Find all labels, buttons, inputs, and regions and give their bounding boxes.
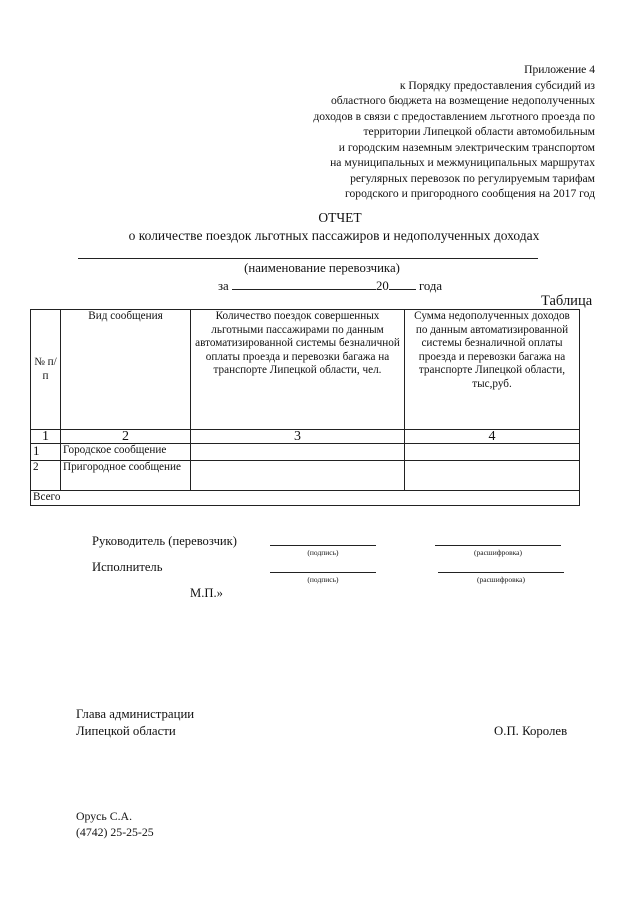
appendix-line: регулярных перевозок по регулируемым тарифам xyxy=(350,171,595,185)
carrier-name-hint: (наименование перевозчика) xyxy=(244,261,400,275)
total-label: Всего xyxy=(31,491,580,506)
appendix-line: областного бюджета на возмещение недополученных xyxy=(330,94,595,107)
row-service-type: Городское сообщение xyxy=(61,444,191,461)
executor-decoding-line[interactable] xyxy=(438,572,564,573)
appendix-line: и городским наземным электрическим транспортом xyxy=(338,140,595,154)
appendix-line: Приложение 4 xyxy=(524,63,595,76)
header-lost-income: Сумма недополученных доходов по данным автоматизированной системы безналичной оплаты проезда и перевозки багажа на транспорте Липецкой области, тыс,руб. xyxy=(405,310,580,430)
table-total-row xyxy=(31,491,580,506)
row-number: 2 xyxy=(31,461,61,491)
carrier-name-line[interactable] xyxy=(78,258,538,259)
period-year-prefix: 20 xyxy=(375,279,389,293)
head-signature-line[interactable] xyxy=(270,545,376,546)
executor-signature-label: Исполнитель xyxy=(92,560,163,574)
table-row xyxy=(31,461,580,491)
report-period xyxy=(218,277,442,294)
signer-name: О.П. Королев xyxy=(494,724,568,738)
header-number: № п/п xyxy=(31,310,61,430)
column-number: 2 xyxy=(61,430,191,444)
period-suffix: года xyxy=(418,279,443,293)
report-subtitle: о количестве поездок льготных пассажиров и недополученных доходах xyxy=(128,228,540,243)
row-trip-count-cell[interactable] xyxy=(191,444,405,461)
appendix-header xyxy=(215,62,595,202)
header-service-type: Вид сообщения xyxy=(61,310,191,430)
table-caption: Таблица xyxy=(541,293,593,309)
row-trip-count-cell[interactable] xyxy=(191,461,405,491)
contact-phone: (4742) 25-25-25 xyxy=(76,825,154,839)
signer-position-line2: Липецкой области xyxy=(76,724,176,738)
appendix-line: на муниципальных и межмуниципальных маршрутах xyxy=(330,156,595,169)
row-lost-income-cell[interactable] xyxy=(405,444,580,461)
column-numbers-row xyxy=(31,430,580,444)
contact-name: Орусь С.А. xyxy=(76,809,133,823)
report-title: ОТЧЕТ xyxy=(318,210,362,225)
table-header-row xyxy=(31,310,580,430)
row-service-type: Пригородное сообщение xyxy=(61,461,191,491)
row-number: 1 xyxy=(31,444,61,461)
signer-position-line1: Глава администрации xyxy=(76,707,195,721)
executor-decoding-hint: (расшифровка) xyxy=(477,575,525,584)
appendix-line: доходов в связи с предоставлением льготного проезда по xyxy=(313,109,595,123)
head-decoding-hint: (расшифровка) xyxy=(474,548,522,557)
period-date-field[interactable] xyxy=(232,277,376,290)
report-table xyxy=(30,309,580,506)
table-row xyxy=(31,444,580,461)
row-lost-income-cell[interactable] xyxy=(405,461,580,491)
executor-signature-line[interactable] xyxy=(270,572,376,573)
head-signature-hint: (подпись) xyxy=(307,548,339,557)
appendix-line: к Порядку предоставления субсидий из xyxy=(399,78,595,92)
executor-signature-hint: (подпись) xyxy=(307,575,339,584)
head-decoding-line[interactable] xyxy=(435,545,561,546)
appendix-line: городского и пригородного сообщения на 2017 год xyxy=(345,187,595,200)
period-year-field[interactable] xyxy=(389,277,416,290)
head-signature-label: Руководитель (перевозчик) xyxy=(92,534,237,548)
seal-mark: М.П.» xyxy=(190,586,223,600)
appendix-line: территории Липецкой области автомобильным xyxy=(363,125,595,138)
period-prefix: за xyxy=(218,279,229,293)
header-trip-count: Количество поездок совершенных льготными пассажирами по данным автоматизированной системы безналичной оплаты проезда и перевозки багажа на транспорте Липецкой области, чел. xyxy=(191,310,405,430)
column-number: 1 xyxy=(31,430,61,444)
column-number: 4 xyxy=(405,430,580,444)
column-number: 3 xyxy=(191,430,405,444)
